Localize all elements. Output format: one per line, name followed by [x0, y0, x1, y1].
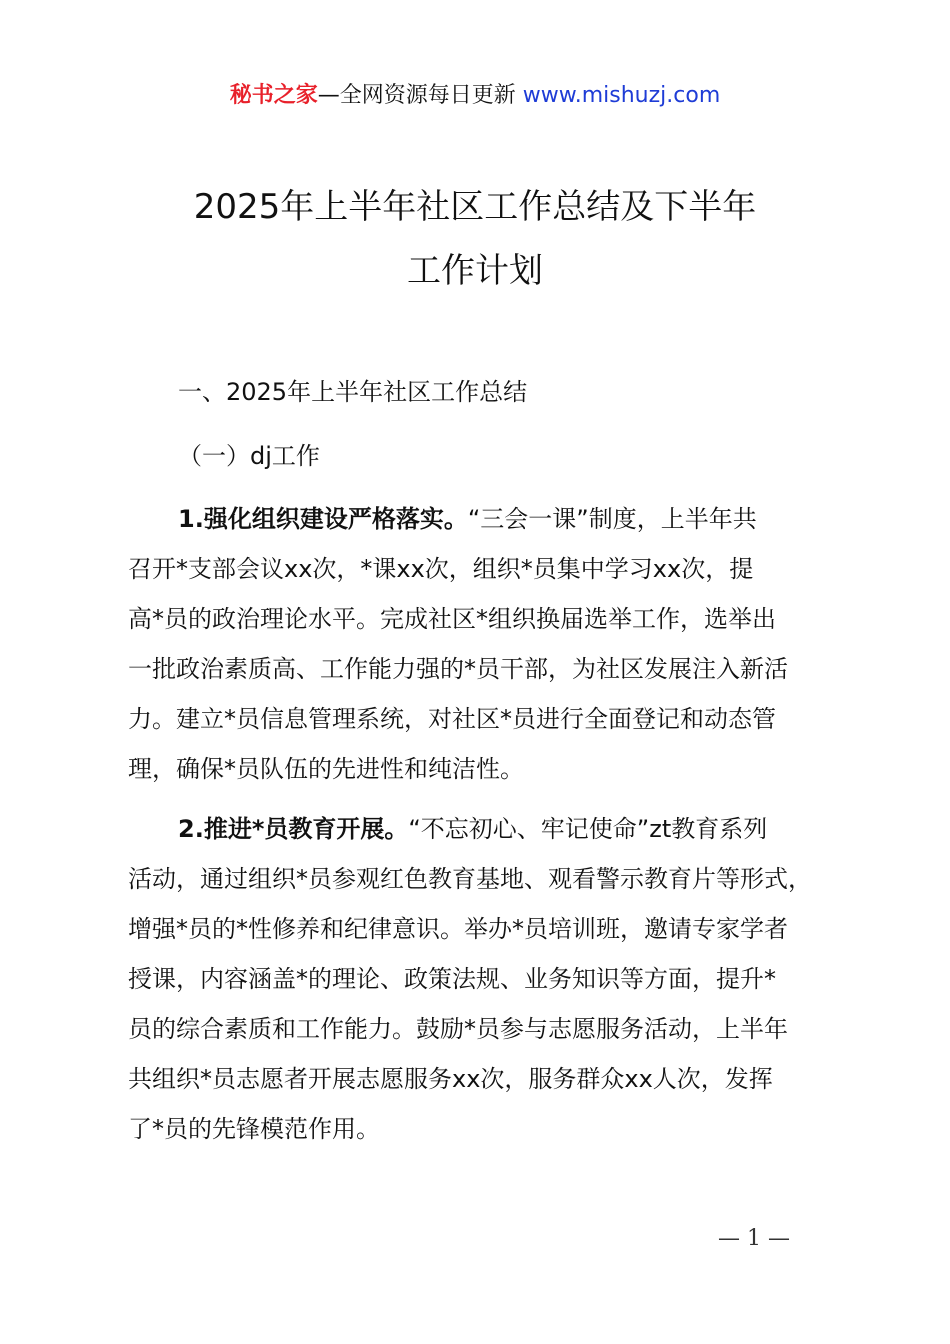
paragraph-line — [128, 804, 834, 854]
paragraph-line: 高*员的政治理论水平。完成社区*组织换届选举工作，选举出 — [128, 605, 776, 633]
paragraph-line: 理，确保*员队伍的先进性和纯洁性。 — [128, 755, 524, 783]
subsection-heading: （一）dj工作 — [178, 442, 320, 470]
brand-name: 秘书之家 — [229, 83, 318, 108]
paragraph-line: 活动，通过组织*员参观红色教育基地、观看警示教育片等形式， — [128, 865, 812, 893]
site-header — [0, 80, 950, 112]
paragraph-line: 授课，内容涵盖*的理论、政策法规、业务知识等方面，提升* — [128, 965, 776, 993]
paragraph-lead: 2.推进*员教育开展。 — [178, 815, 409, 843]
document-title-line-2: 工作计划 — [407, 251, 543, 291]
page-number: — 1 — — [718, 1226, 790, 1251]
paragraph-line — [128, 494, 834, 544]
site-slogan: —全网资源每日更新 — [317, 83, 516, 108]
paragraph-line: 召开*支部会议xx次，*课xx次，组织*员集中学习xx次，提 — [128, 555, 754, 583]
document-title-line-1: 2025年上半年社区工作总结及下半年 — [193, 187, 757, 227]
paragraph-text: “三会一课”制度，上半年共 — [467, 505, 757, 533]
paragraph-text: “不忘初心、牢记使命”zt教育系列 — [408, 815, 768, 843]
paragraph-line: 员的综合素质和工作能力。鼓励*员参与志愿服务活动，上半年 — [128, 1015, 788, 1043]
paragraph-line: 一批政治素质高、工作能力强的*员干部，为社区发展注入新活 — [128, 655, 788, 683]
paragraph-line: 共组织*员志愿者开展志愿服务xx次，服务群众xx人次，发挥 — [128, 1065, 773, 1093]
paragraph-line: 力。建立*员信息管理系统，对社区*员进行全面登记和动态管 — [128, 705, 776, 733]
paragraph-2 — [128, 804, 834, 1154]
paragraph-line: 了*员的先锋模范作用。 — [128, 1115, 380, 1143]
paragraph-lead: 1.强化组织建设严格落实。 — [178, 505, 468, 533]
site-url[interactable]: www.mishuzj.com — [522, 83, 721, 108]
paragraph-line: 增强*员的*性修养和纪律意识。举办*员培训班，邀请专家学者 — [128, 915, 788, 943]
section-heading: 一、2025年上半年社区工作总结 — [178, 378, 528, 406]
paragraph-1 — [128, 494, 834, 794]
